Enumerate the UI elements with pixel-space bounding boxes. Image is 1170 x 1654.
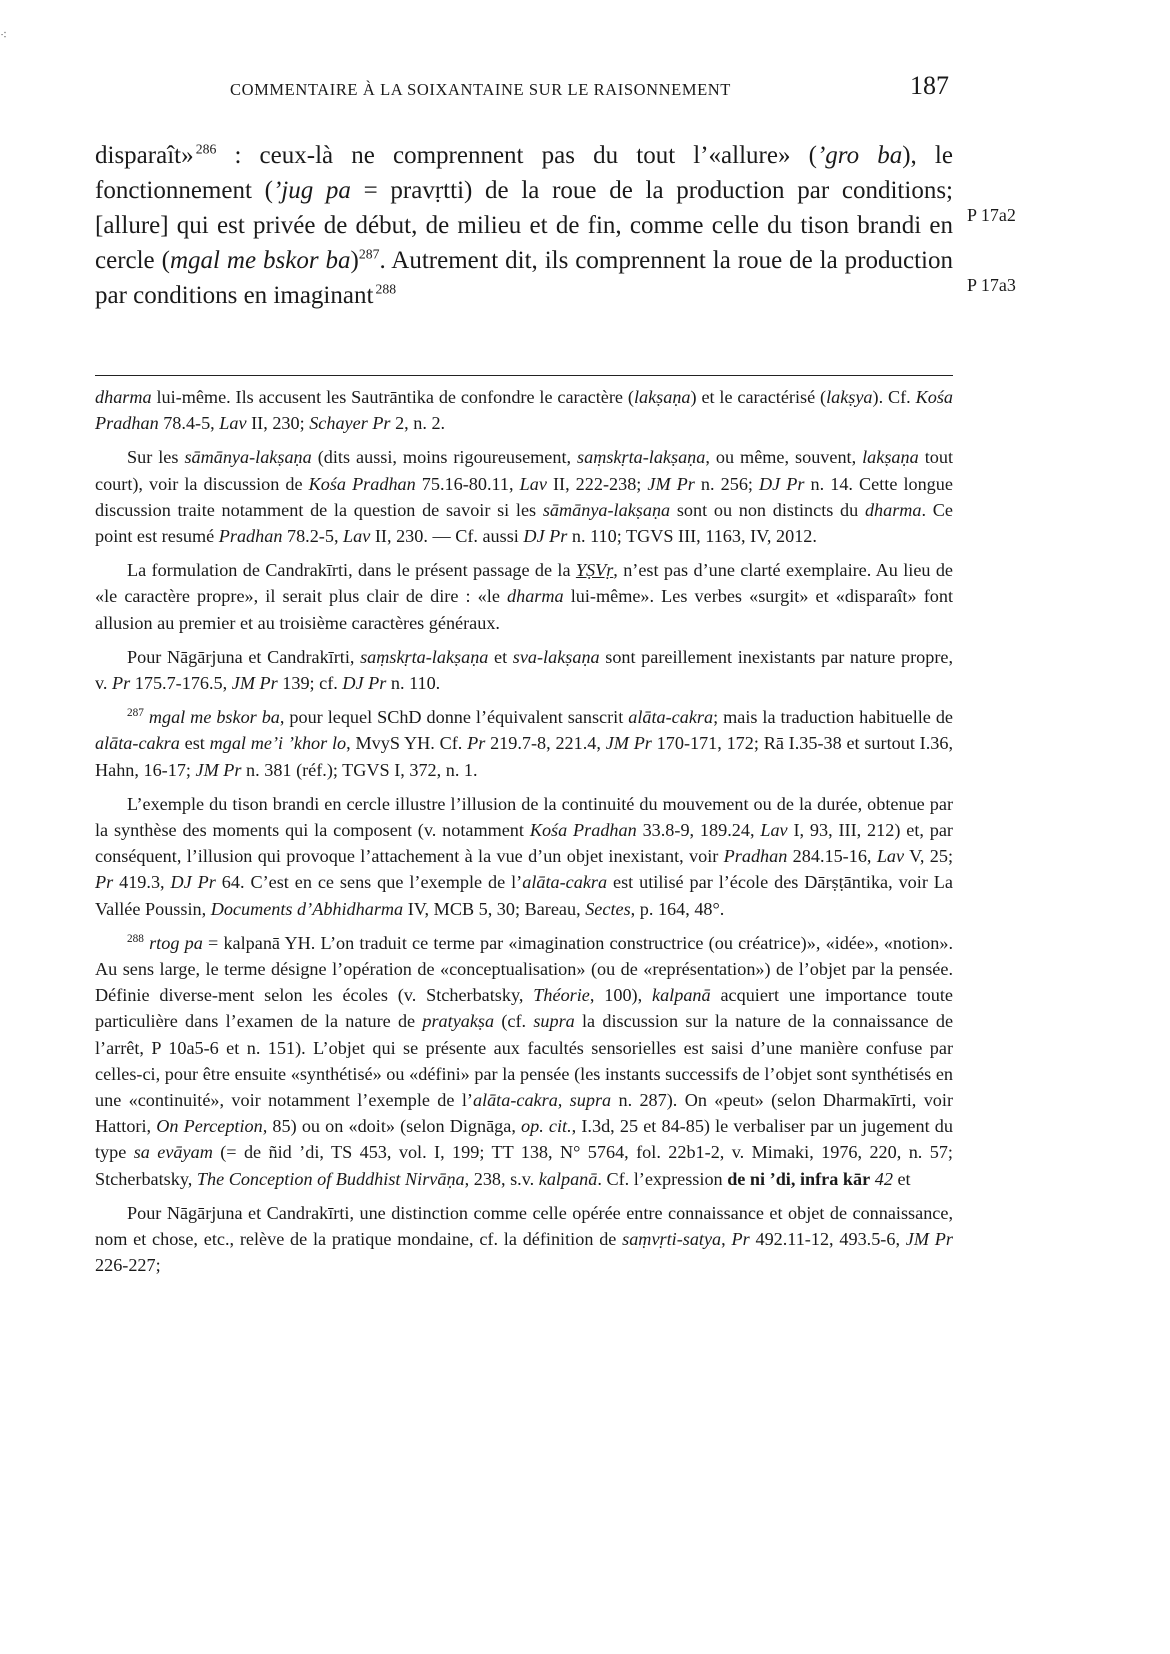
footnote-ref-288: 288 [375, 281, 397, 297]
main-paragraph: disparaît» $^{286}$ : ceux-là ne comprennent pas du tout l’«allure» (’gro ba), le fonctionnement (’jug pa = pravṛtti) de la roue de la production par conditions; [allure] qui est privée de début, de milieu et de fin, comme celle du tison brandi en cercle (mgal me bskor ba)$^{287}$. Autrement dit, ils comprennent la roue de la production par conditions en imaginant $^{288}$ [95, 141, 953, 309]
margin-reference: P 17a3 [967, 275, 1016, 295]
footnote-ref-286: 286 [195, 141, 217, 157]
page-number: 187 [910, 71, 949, 100]
footnote-paragraph: Pour Nāgārjuna et Candrakīrti, saṃskṛta-lakṣaṇa et sva-lakṣaṇa sont pareillement inexistants par nature propre, v. Pr 175.7-176.5, JM Pr 139; cf. DJ Pr n. 110. [95, 646, 953, 694]
main-text [95, 138, 953, 313]
footnote-paragraph: La formulation de Candrakīrti, dans le présent passage de la YṢVṛ, n’est pas d’une clarté exemplaire. Au lieu de «le caractère propre», il serait plus clair de dire : «le dharma lui-même». Les verbes «surgit» et «disparaît» font allusion au premier et au troisième caractères généraux. [95, 560, 953, 633]
footnotes [95, 384, 953, 1287]
scan-mark: ⁖ [0, 28, 8, 42]
footnote-ref-287: 287 [358, 246, 380, 262]
footnote-rule [95, 375, 953, 376]
footnote-287: $^{287}$ mgal me bskor ba, pour lequel SChD donne l’équivalent sanscrit alāta-cakra; mais la traduction habituelle de alāta-cakra est mgal me’i ’khor lo, MvyS YH. Cf. Pr 219.7-8, 221.4, JM Pr 170-171, 172; Rā I.35-38 et surtout I.36, Hahn, 16-17; JM Pr n. 381 (réf.); TGVS I, 372, n. 1. [95, 707, 953, 780]
footnote-number: 288 [127, 932, 144, 945]
footnote-288: $^{288}$ rtog pa = kalpanā YH. L’on traduit ce terme par «imagination constructrice (ou créatrice)», «idée», «notion». Au sens large, le terme désigne l’opération de «conceptualisation» (ou de «représentation») de l’objet par la pensée. Définie diverse-ment selon les écoles (v. Stcherbatsky, Théorie, 100), kalpanā acquiert une importance toute particulière dans l’examen de la nature de pratyakṣa (cf. supra la discussion sur la nature de la connaissance de l’arrêt, P 10a5-6 et n. 151). L’objet qui se présente aux facultés sensorielles est saisi d’une manière confuse par celles-ci, pour être ensuite «synthétisé» ou «défini» par la pensée (les instants successifs de l’objet sont synthétisés en une «continuité», voir notamment l’exemple de l’alāta-cakra, supra n. 287). On «peut» (selon Dharmakīrti, voir Hattori, On Perception, 85) ou on «doit» (selon Dignāga, op. cit., I.3d, 25 et 84-85) le verbaliser par un jugement du type sa evāyam (= de ñid ’di, TS 453, vol. I, 199; TT 138, N° 5764, fol. 22b1-2, v. Mimaki, 1976, 220, n. 57; Stcherbatsky, The Conception of Buddhist Nirvāṇa, 238, s.v. kalpanā. Cf. l’expression de ni ’di, infra kār 42 et [95, 932, 954, 1189]
footnote-number: 287 [127, 707, 144, 720]
margin-reference: P 17a2 [967, 205, 1016, 225]
running-head: COMMENTAIRE À LA SOIXANTAINE SUR LE RAISONNEMENT [230, 80, 731, 99]
footnote-paragraph: Pour Nāgārjuna et Candrakīrti, une distinction comme celle opérée entre connaissance et objet de connaissance, nom et chose, etc., relève de la pratique mondaine, cf. la définition de saṃvṛti-satya, Pr 492.11-12, 493.5-6, JM Pr 226-227; [95, 1202, 953, 1276]
footnote-paragraph: Sur les sāmānya-lakṣaṇa (dits aussi, moins rigoureusement, saṃskṛta-lakṣaṇa, ou même, souvent, lakṣaṇa tout court), voir la discussion de Kośa Pradhan 75.16-80.11, Lav II, 222-238; JM Pr n. 256; DJ Pr n. 14. Cette longue discussion traite notamment de la question de savoir si les sāmānya-lakṣaṇa sont ou non distincts du dharma. Ce point est resumé Pradhan 78.2-5, Lav II, 230. — Cf. aussi DJ Pr n. 110; TGVS III, 1163, IV, 2012. [95, 447, 953, 547]
footnote-paragraph: dharma lui-même. Ils accusent les Sautrāntika de confondre le caractère (lakṣaṇa) et le caractérisé (lakṣya). Cf. Kośa Pradhan 78.4-5, Lav II, 230; Schayer Pr 2, n. 2. [95, 387, 953, 434]
footnote-paragraph: L’exemple du tison brandi en cercle illustre l’illusion de la continuité du mouvement ou de la durée, obtenue par la synthèse des moments qui la composent (v. notamment Kośa Pradhan 33.8-9, 189.24, Lav I, 93, III, 212) et, par conséquent, l’illusion qui provoque l’attachement à la vue d’un objet inexistant, voir Pradhan 284.15-16, Lav V, 25; Pr 419.3, DJ Pr 64. C’est en ce sens que l’exemple de l’alāta-cakra est utilisé par l’école des Dārṣṭāntika, voir La Vallée Poussin, Documents d’Abhidharma IV, MCB 5, 30; Bareau, Sectes, p. 164, 48°. [95, 793, 954, 919]
